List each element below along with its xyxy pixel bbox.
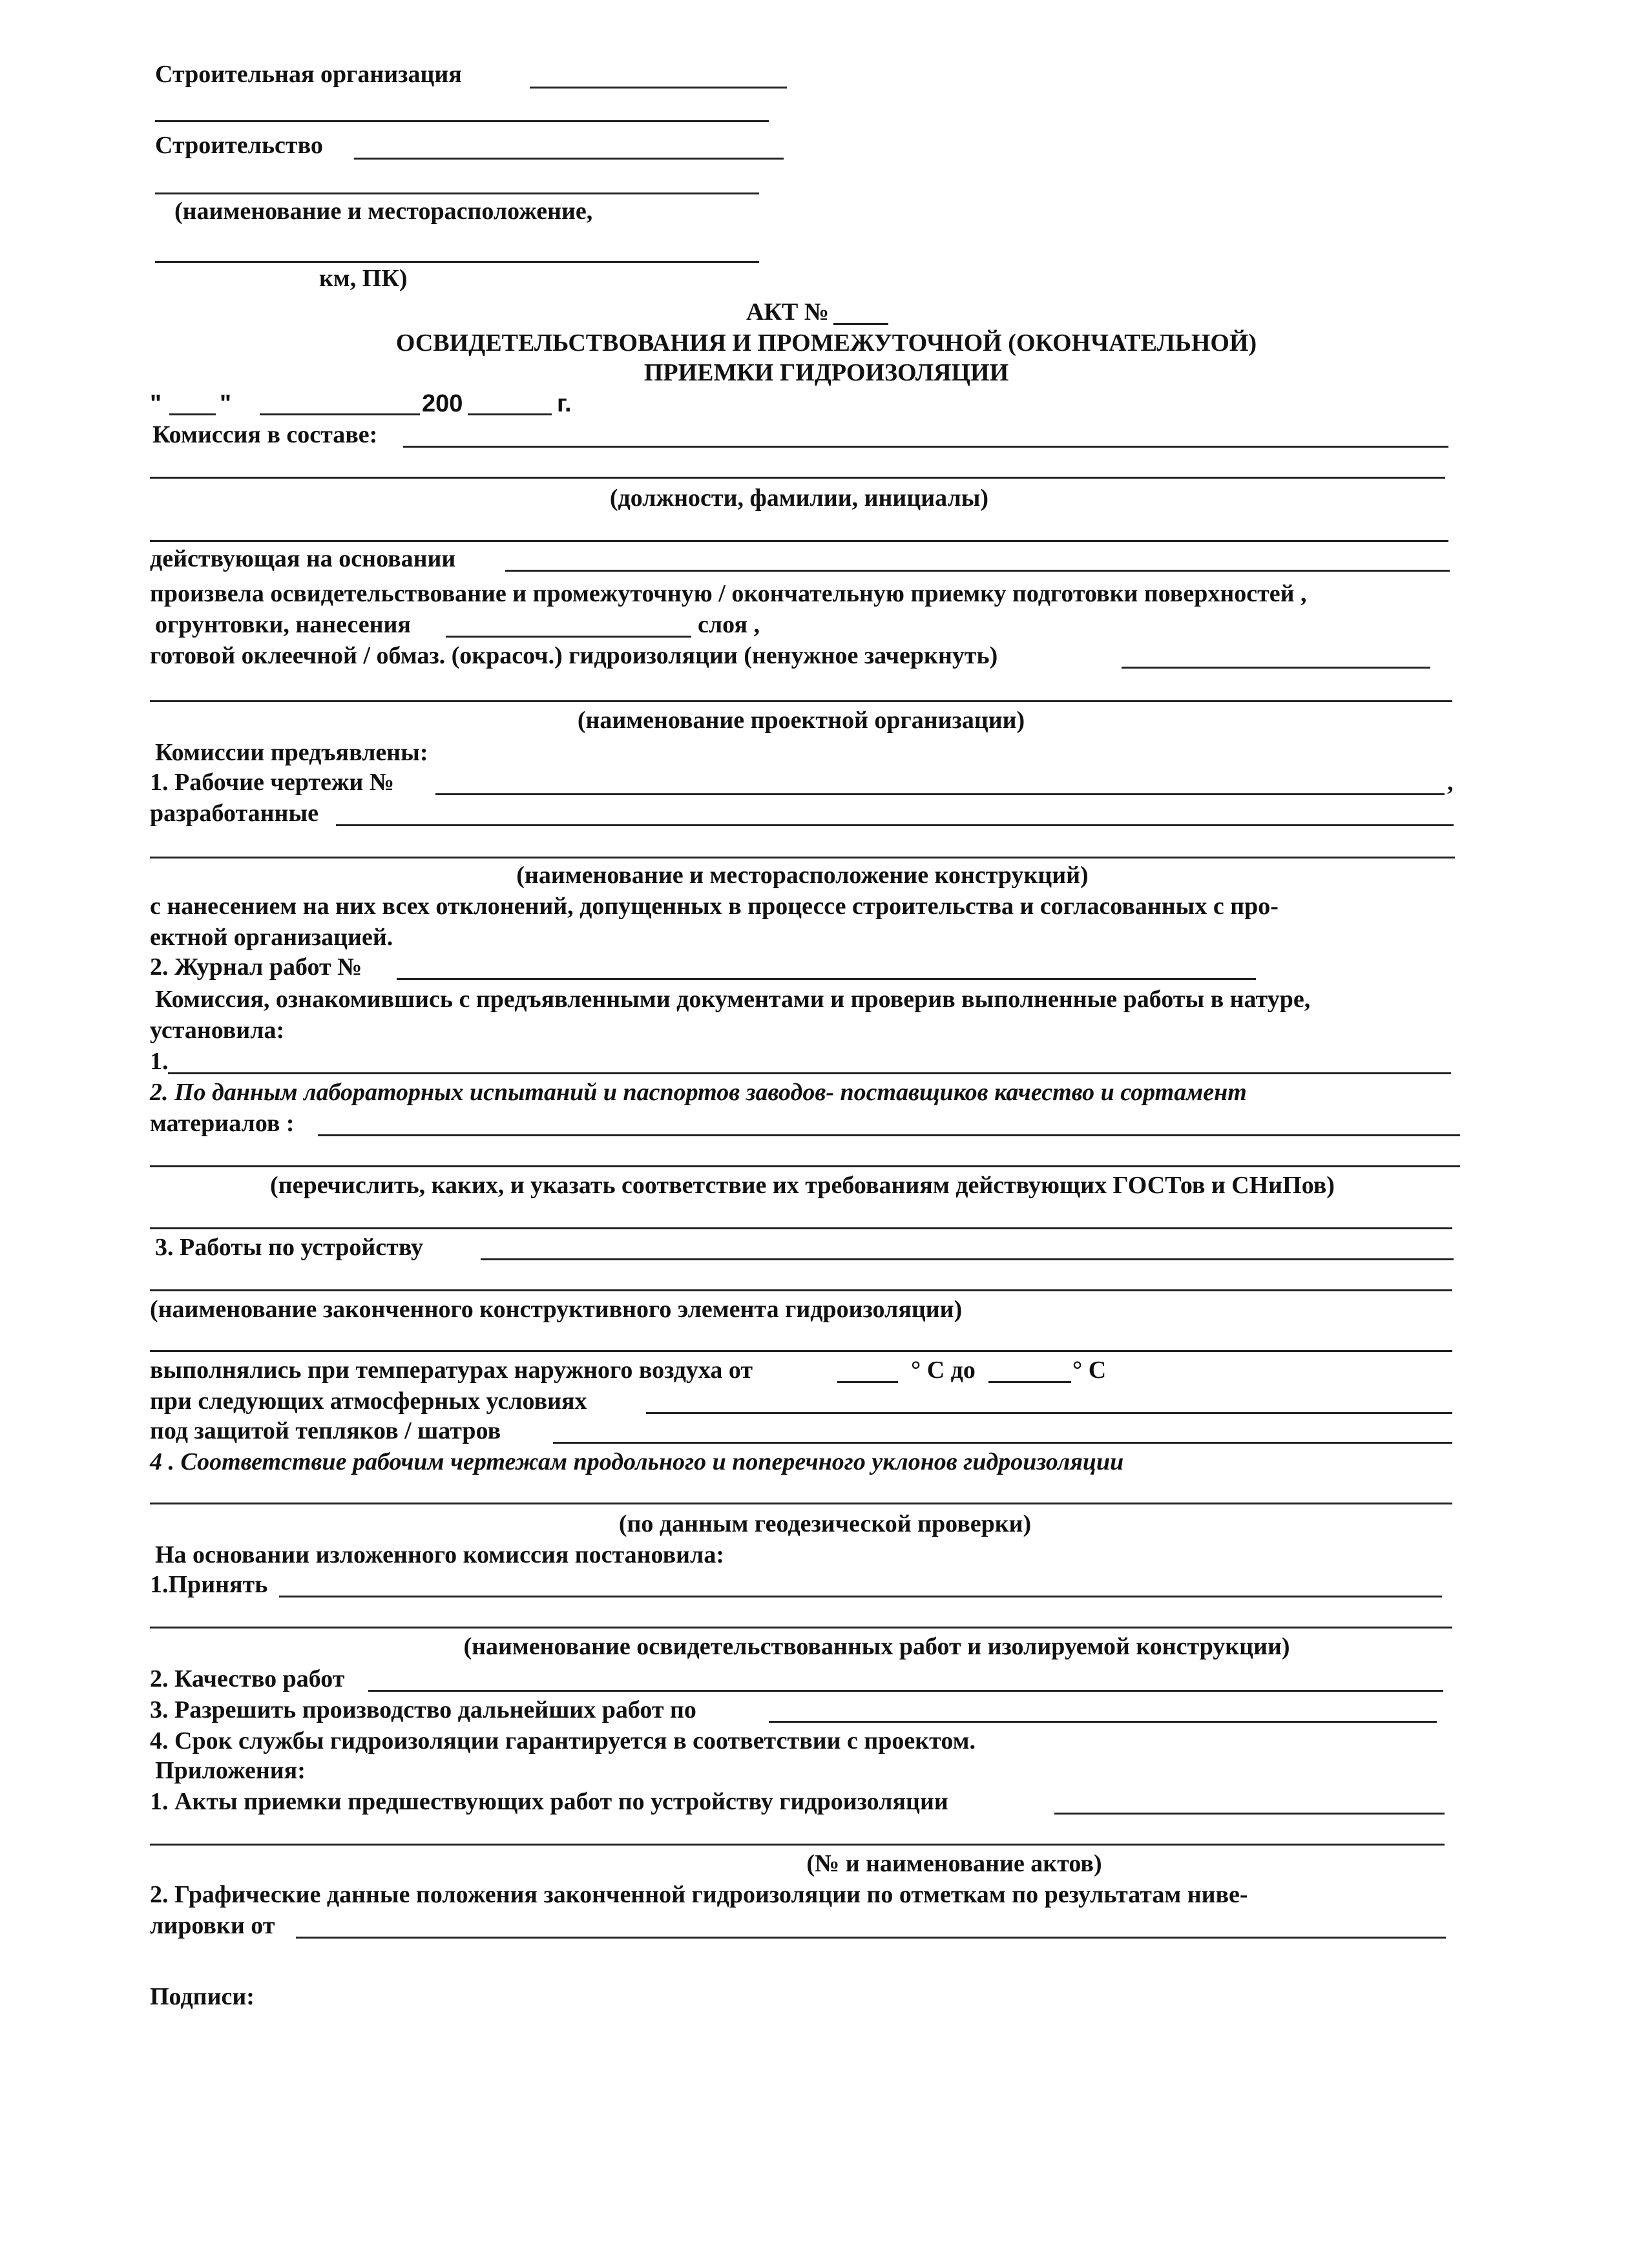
act-number-field[interactable] (833, 323, 888, 325)
priming-prefix: огрунтовки, нанесения (155, 611, 411, 638)
date-year-prefix: 200 (422, 390, 463, 417)
drawings-comma: , (1447, 769, 1454, 796)
element-field[interactable] (150, 1350, 1452, 1352)
appendix-item1: 1. Акты приемки предшествующих работ по устройству гидроизоляции (150, 1788, 948, 1815)
finding-item1-field[interactable] (168, 1072, 1451, 1074)
works-field[interactable] (481, 1258, 1454, 1260)
materials-field-line2[interactable] (150, 1165, 1460, 1167)
design-org-caption: (наименование проектной организации) (577, 707, 1025, 734)
findings-intro-line1: Комиссия, ознакомившись с предъявленными документами и проверив выполненные работы в натуре, (155, 986, 1311, 1013)
org-field[interactable] (530, 87, 787, 88)
location-caption: (наименование и месторасположение, (174, 198, 593, 225)
service-life: 4. Срок службы гидроизоляции гарантируется в соответствии с проектом. (150, 1727, 976, 1754)
date-year-suffix: г. (557, 390, 572, 417)
date-quote-close: " (220, 390, 232, 417)
commission-field-line2[interactable] (150, 477, 1445, 479)
shelter-label: под защитой тепляков / шатров (150, 1417, 501, 1444)
developed-field[interactable] (336, 824, 1454, 826)
date-month-field[interactable] (260, 413, 420, 415)
priming-field[interactable] (446, 636, 691, 638)
basis-field[interactable] (505, 570, 1450, 572)
gost-caption: (перечислить, каких, и указать соответствие их требованиям действующих ГОСТов и СНиПов) (270, 1172, 1335, 1199)
ready-text: готовой оклеечной / обмаз. (окрасоч.) гидроизоляции (ненужное зачеркнуть) (150, 642, 998, 669)
accept-label: 1.Принять (150, 1571, 268, 1598)
journal-label: 2. Журнал работ № (150, 953, 362, 981)
commission-field-line3[interactable] (150, 540, 1448, 542)
journal-field[interactable] (397, 978, 1256, 980)
accept-field[interactable] (279, 1596, 1442, 1597)
geodetic-caption: (по данным геодезической проверки) (618, 1510, 1032, 1537)
appendix-item2-line1: 2. Графические данные положения законченной гидроизоляции по отметкам по результатам ниве- (150, 1881, 1248, 1908)
resolution-intro: На основании изложенного комиссия постановила: (155, 1541, 724, 1568)
act-title-line2: ПРИЕМКИ ГИДРОИЗОЛЯЦИИ (643, 359, 1009, 386)
construction-field-line2[interactable] (155, 192, 759, 194)
commission-field[interactable] (403, 446, 1448, 448)
deviations-line1: с нанесением на них всех отклонений, допущенных в процессе строительства и согласованных с про- (150, 893, 1279, 920)
deviations-line2: ектной организацией. (150, 924, 393, 951)
appendices-label: Приложения: (155, 1757, 306, 1784)
permit-label: 3. Разрешить производство дальнейших работ по (150, 1696, 696, 1723)
design-org-field[interactable] (150, 700, 1452, 702)
slopes-field[interactable] (150, 1503, 1452, 1504)
location-field[interactable] (155, 261, 759, 263)
works-field-line2[interactable] (150, 1289, 1452, 1291)
temp-suffix: ° С (1072, 1357, 1107, 1384)
date-quote-open: " (150, 390, 162, 417)
weather-field[interactable] (646, 1412, 1452, 1414)
basis-label: действующая на основании (150, 545, 456, 572)
header-divider (155, 120, 769, 122)
positions-caption: (должности, фамилии, инициалы) (609, 484, 989, 512)
construction-field[interactable] (354, 158, 784, 160)
developed-label: разработанные (150, 800, 319, 827)
date-day-field[interactable] (169, 413, 216, 415)
weather-label: при следующих атмосферных условиях (150, 1388, 587, 1415)
ready-field[interactable] (1122, 667, 1430, 669)
km-caption: км, ПК) (319, 265, 408, 292)
date-year-field[interactable] (468, 413, 552, 415)
act-number-label: АКТ № (746, 298, 830, 326)
appendix-item1-field[interactable] (1054, 1813, 1445, 1815)
drawings-label: 1. Рабочие чертежи № (150, 769, 395, 796)
priming-suffix: слоя , (698, 611, 760, 638)
works-label: 3. Работы по устройству (155, 1234, 424, 1261)
permit-field[interactable] (769, 1721, 1437, 1723)
drawings-field[interactable] (435, 793, 1445, 795)
structures-field[interactable] (150, 857, 1455, 858)
lab-line: 2. По данным лабораторных испытаний и паспортов заводов- поставщиков качество и сортамент (150, 1079, 1247, 1106)
gost-field[interactable] (150, 1227, 1452, 1229)
inspection-text: произвела освидетельствование и промежуточную / окончательную приемку подготовки поверхностей , (150, 580, 1307, 607)
org-label: Строительная организация (155, 61, 462, 88)
materials-label: материалов : (150, 1110, 295, 1137)
levelling-date-field[interactable] (296, 1937, 1446, 1939)
temp-from-field[interactable] (837, 1381, 898, 1383)
quality-field[interactable] (368, 1690, 1443, 1692)
temp-to-field[interactable] (988, 1381, 1071, 1383)
acts-caption: (№ и наименование актов) (806, 1850, 1102, 1877)
temp-prefix: выполнялись при температурах наружного воздуха от (150, 1357, 753, 1384)
shelter-field[interactable] (553, 1442, 1452, 1444)
accept-field-line2[interactable] (150, 1627, 1452, 1628)
presented-label: Комиссии предъявлены: (155, 739, 428, 766)
temp-mid: ° С до (911, 1357, 976, 1384)
accept-caption: (наименование освидетельствованных работ и изолируемой конструкции) (463, 1633, 1290, 1660)
construction-label: Строительство (155, 132, 323, 159)
slopes-line: 4 . Соответствие рабочим чертежам продольного и поперечного уклонов гидроизоляции (150, 1448, 1124, 1475)
appendix-item2-line2: лировки от (150, 1912, 275, 1939)
appendix-item1-field-line2[interactable] (150, 1844, 1445, 1846)
commission-label: Комиссия в составе: (152, 421, 378, 448)
quality-label: 2. Качество работ (150, 1665, 345, 1692)
findings-intro-line2: установила: (150, 1017, 285, 1044)
materials-field[interactable] (318, 1134, 1460, 1136)
element-caption: (наименование законченного конструктивного элемента гидроизоляции) (150, 1296, 963, 1323)
finding-item1-label: 1. (150, 1048, 169, 1075)
act-title-line1: ОСВИДЕТЕЛЬСТВОВАНИЯ И ПРОМЕЖУТОЧНОЙ (ОКОНЧАТЕЛЬНОЙ) (395, 329, 1257, 357)
signatures-label: Подписи: (150, 1983, 255, 2010)
structures-caption: (наименование и месторасположение конструкций) (516, 862, 1089, 889)
